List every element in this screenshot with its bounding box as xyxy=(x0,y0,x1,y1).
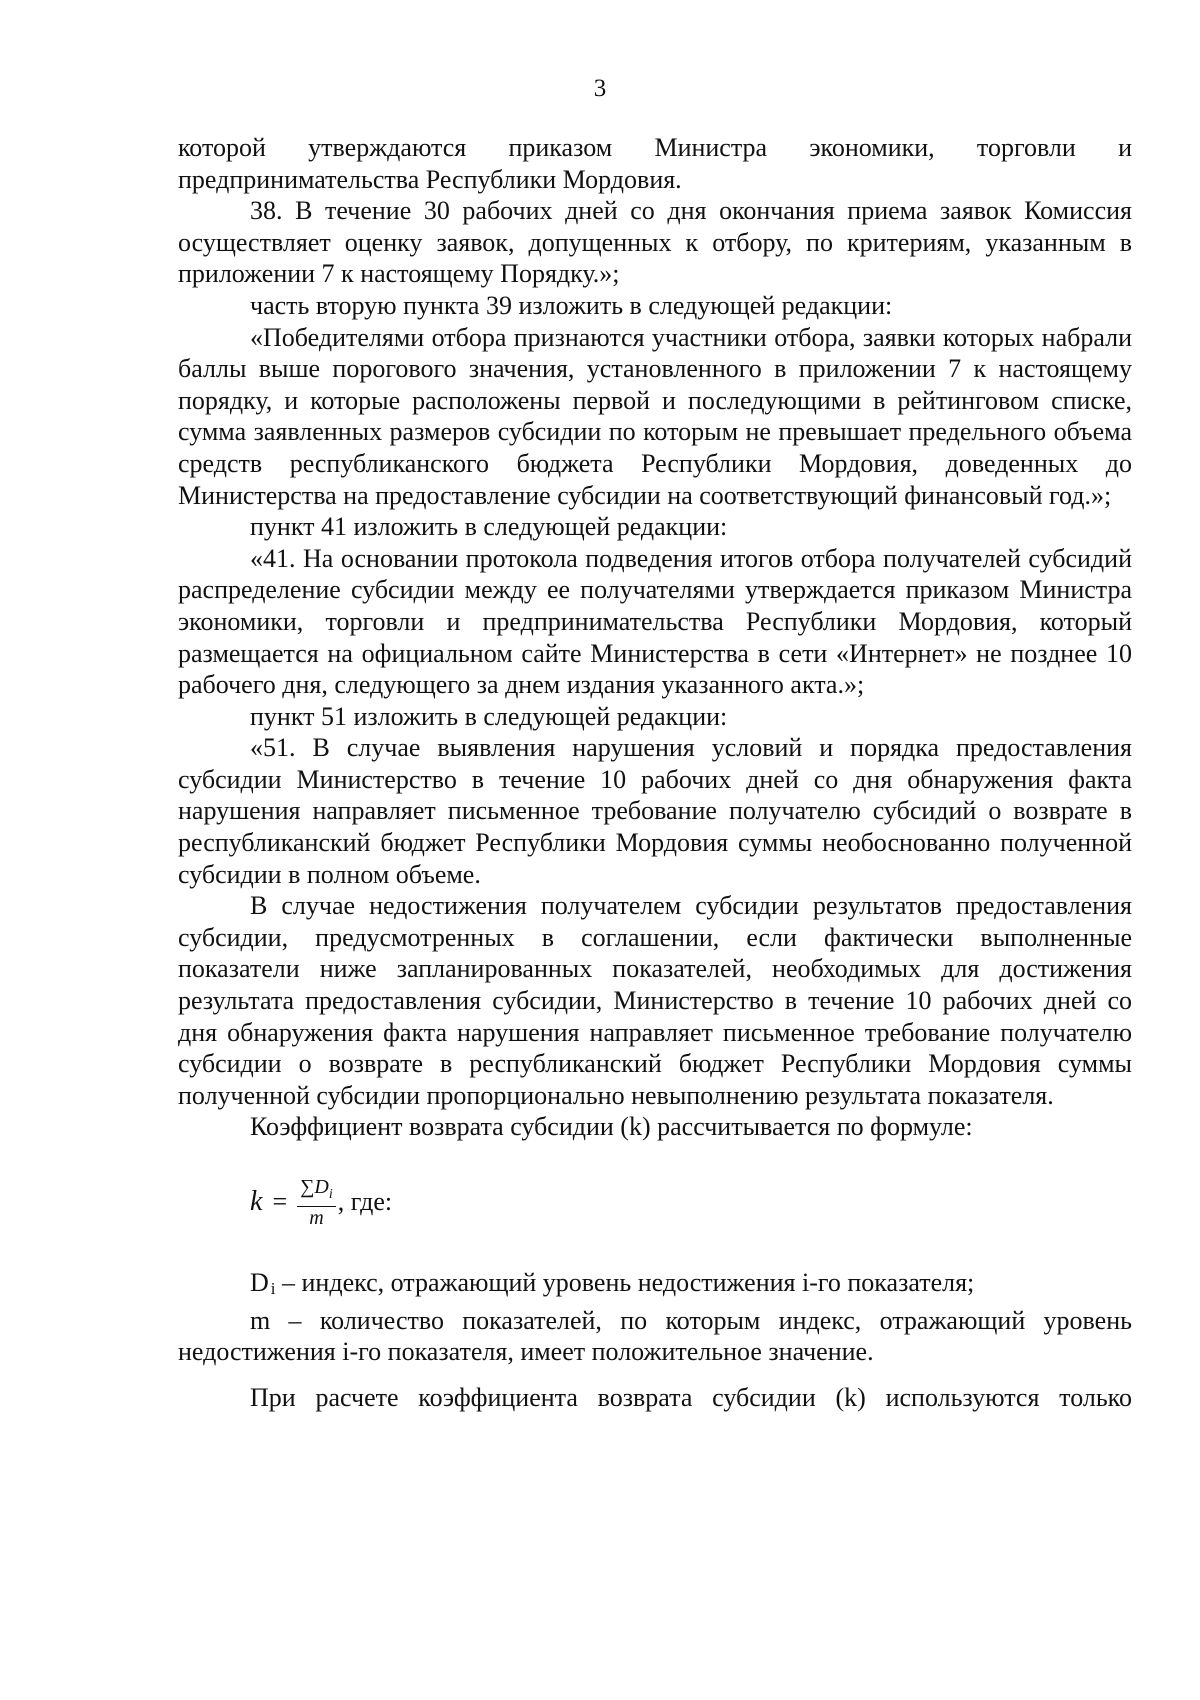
paragraph-item-38: 38. В течение 30 рабочих дней со дня окончания приема заявок Комиссия осуществляет оценку заявок, допущенных к отбору, по критериям, указанным в приложении 7 к настоящему Порядку.»; xyxy=(178,196,1132,289)
paragraph-amend-41: пункт 41 изложить в следующей редакции: xyxy=(250,512,728,542)
definition-text: – количество показателей, по которым индекс, отражающий уровень недостижения i-го показателя, имеет положительное значение. xyxy=(178,1305,1132,1367)
paragraph-continuation: которой утверждаются приказом Министра экономики, торговли и предпринимательства Республики Мордовия. xyxy=(178,133,1132,194)
definition-symbol: D xyxy=(250,1268,269,1297)
numerator-variable: D xyxy=(314,1175,329,1198)
definition-subscript: i xyxy=(270,1279,276,1298)
definition-d-i xyxy=(178,1267,1132,1305)
definition-text: – индекс, отражающий уровень недостижения i-го показателя; xyxy=(275,1268,975,1297)
numerator-subscript: i xyxy=(328,1186,333,1202)
formula-tail: , где: xyxy=(337,1187,393,1217)
sum-symbol: ∑ xyxy=(300,1175,315,1198)
formula-numerator xyxy=(297,1176,336,1207)
page-number: 3 xyxy=(593,75,607,102)
document-body xyxy=(178,132,1132,1413)
formula-lhs: k xyxy=(250,1186,263,1218)
paragraph-amend-39: часть вторую пункта 39 изложить в следующей редакции: xyxy=(250,290,893,320)
return-coefficient-formula xyxy=(250,1173,1132,1231)
paragraph-amend-51: пункт 51 изложить в следующей редакции: xyxy=(250,701,728,731)
paragraph-nonachievement: В случае недостижения получателем субсидии результатов предоставления субсидии, предусмотренных в соглашении, если фактически выполненные показатели ниже запланированных показателей, необходимых для достижения результата предоставления субсидии, Министерство в течение 10 рабочих дней со дня обнаружения факта нарушения направляет письменное требование получателю субсидии о возврате в республиканский бюджет Республики Мордовия суммы полученной субсидии пропорционально невыполнению результата показателя. xyxy=(178,891,1132,1110)
formula-equals: = xyxy=(272,1187,288,1217)
definition-m xyxy=(178,1305,1132,1368)
paragraph-item-41: «41. На основании протокола подведения итогов отбора получателей субсидий распределение субсидии между ее получателями утверждается приказом Министра экономики, торговли и предпринимательства Республики Мордовия, который размещается на официальном сайте Министерства в сети «Интернет» не позднее 10 рабочего дня, следующего за днем издания указанного акта.»; xyxy=(178,543,1132,700)
paragraph-calculation-note: При расчете коэффициента возврата субсидии (k) используются только xyxy=(250,1382,1132,1412)
formula-fraction xyxy=(297,1176,336,1229)
paragraph-item-51: «51. В случае выявления нарушения условий и порядка предоставления субсидии Министерство в течение 10 рабочих дней со дня обнаружения факта нарушения направляет письменное требование получателю субсидий о возврате в республиканский бюджет Республики Мордовия суммы необоснованно полученной субсидии в полном объеме. xyxy=(178,733,1132,889)
paragraph-winners: «Победителями отбора признаются участники отбора, заявки которых набрали баллы выше порогового значения, установленного в приложении 7 к настоящему порядку, и которые расположены первой и последующими в рейтинговом списке, сумма заявленных размеров субсидии по которым не превышает предельного объема средств республиканского бюджета Республики Мордовия, доведенных до Министерства на предоставление субсидии на соответствующий финансовый год.»; xyxy=(178,322,1132,510)
definition-symbol: m xyxy=(250,1305,271,1335)
formula-denominator: m xyxy=(309,1206,324,1229)
paragraph-coefficient-intro: Коэффициент возврата субсидии (k) рассчитывается по формуле: xyxy=(250,1112,973,1142)
